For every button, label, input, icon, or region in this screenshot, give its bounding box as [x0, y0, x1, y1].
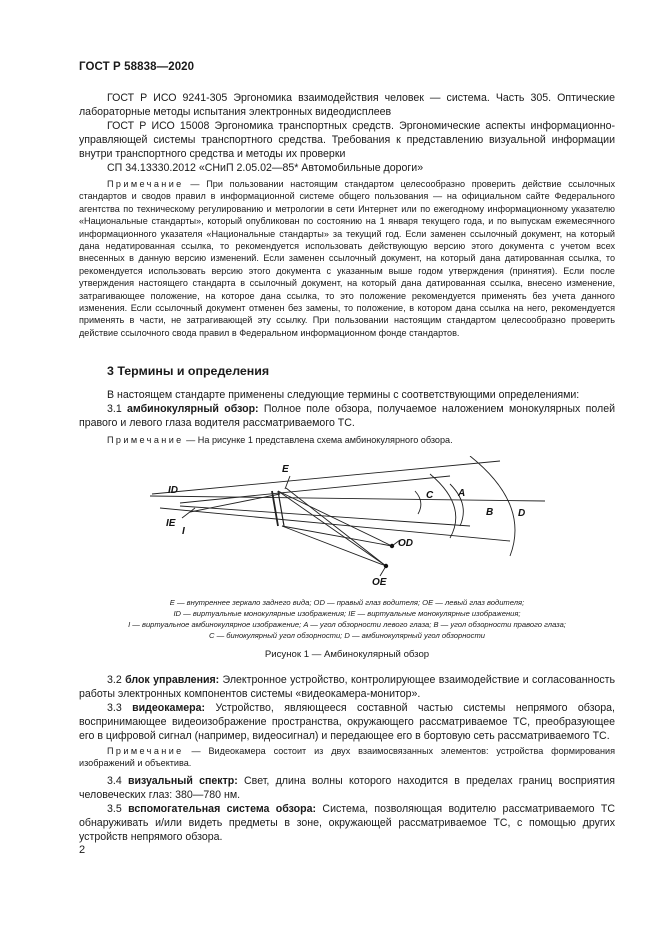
section-title: 3 Термины и определения — [107, 364, 270, 378]
left-eye-point — [384, 564, 388, 568]
note-text: — При пользовании настоящим стандартом целесообразно проверить действие ссылочных стандартов и сводов правил в информационной системе общего пользования — на официальном сайте Федерального агентства по техническому регулированию и метрологии в сети Интернет или по ежегодному информационному указателю «Национальные стандарты», который опубликован по состоянию на 1 января текущего года, и по выпускам ежемесячного информационного указателя «Национальные стандарты» за текущий год. Если заменен ссылочный документ, на который дана недатированная ссылка, то рекомендуется использовать действующую версию этого документа с учетом всех внесенных в данную версию изменений. Если заменен ссылочный документ, на который дана датированная ссылка, то рекомендуется использовать версию этого документа с указанным выше годом утверждения (принятия). Если после утверждения настоящего стандарта в ссылочный документ, на который дана датированная ссылка, внесено изменение, затрагивающее положение, на которое дана ссылка, то это положение рекомендуется применять без учета данного изменения. Если ссылочный документ отменен без замены, то положение, в котором дана ссылка на него, рекомендуется применять в части, не затрагивающей эту ссылку. При пользовании настоящим стандартом целесообразно проверить действие ссылочного свода правил в Федеральном информационном фонде стандартов. — [79, 179, 615, 338]
term-definition: Система, позволяющая водителю рассматриваемого ТС обнаруживать и/или видеть предметы в зоне, окружающей рассматриваемое ТС, с помощью других устройств непрямого обзора. — [79, 803, 616, 843]
term-title: амбинокулярный обзор: — [127, 403, 259, 415]
label-e: E — [282, 464, 289, 475]
term-definition: Устройство, являющееся составной частью системы непрямого обзора, воспринимающее видеоизображение пространства, окружающего рассматриваемое ТС, преобразующее его в цифровой сигнал (например, видеосигнал) и передающее его в бортовую сеть рассматриваемого ТС. — [79, 702, 615, 742]
label-a: A — [458, 488, 466, 499]
note-label: Примечание — [107, 746, 184, 756]
term-3-2 — [79, 673, 615, 701]
legend-line-3: I — виртуальное амбинокулярное изображение; A — угол обзорности левого глаза; B — угол обзорности правого глаза; — [128, 620, 566, 629]
mirror-left-edge — [272, 491, 278, 526]
mirror-right-edge — [278, 491, 284, 526]
page-number: 2 — [79, 844, 86, 856]
label-i: I — [182, 526, 185, 537]
right-eye-point — [390, 544, 394, 548]
term-number: 3.3 — [107, 702, 133, 714]
figure-caption: Рисунок 1 — Амбинокулярный обзор — [264, 649, 430, 660]
label-c: C — [426, 490, 434, 501]
note-videocamera — [79, 745, 615, 770]
reference-sp-34: СП 34.13330.2012 «СНиП 2.05.02—85* Автомобильные дороги» — [107, 162, 424, 174]
note-text: — На рисунке 1 представлена схема амбинокулярного обзора. — [183, 435, 453, 445]
label-b: B — [486, 507, 494, 518]
term-3-4 — [79, 774, 615, 802]
reference-iso-9241: ГОСТ Р ИСО 9241-305 Эргономика взаимодействия человек — система. Часть 305. Оптические лабораторные методы испытания электронных видеодисплеев — [79, 92, 615, 118]
term-title: визуальный спектр: — [127, 775, 238, 787]
term-number: 3.5 — [107, 803, 129, 815]
ray-mirror-bottom-to-oe — [282, 526, 386, 566]
note-label: Примечание — [107, 179, 184, 189]
label-id: ID — [168, 485, 178, 496]
label-od: OD — [398, 538, 413, 549]
note-references — [79, 178, 615, 339]
section-intro: В настоящем стандарте применены следующие термины с соответствующими определениями: — [107, 389, 580, 401]
label-oe: OE — [372, 577, 387, 586]
term-number: 3.2 — [107, 674, 126, 686]
note-label: Примечание — [107, 435, 184, 445]
term-title: видеокамера: — [132, 702, 206, 714]
term-3-5 — [79, 802, 615, 844]
legend-line-1: E — внутреннее зеркало заднего вида; OD — правый глаз водителя; OE — левый глаз водителя; — [169, 598, 525, 607]
arc-b — [430, 474, 456, 538]
ray-mirror-bottom-to-od — [282, 526, 392, 546]
term-title: вспомогательная система обзора: — [128, 803, 317, 815]
figure-ambinocular-diagram — [150, 456, 560, 586]
term-definition: Свет, длина волны которого находится в пределах границ восприятия человеческих глаз: 380—780 нм. — [79, 775, 615, 801]
note-text: — Видеокамера состоит из двух взаимосвязанных элементов: устройства формирования изображений и объектива. — [79, 746, 615, 769]
legend-line-4: C — бинокулярный угол обзорности; D — амбинокулярный угол обзорности — [208, 631, 486, 640]
term-definition: Полное поле обзора, получаемое наложением монокулярных полей правого и левого глаза водителя рассматриваемого ТС. — [79, 403, 615, 429]
sight-line-upper — [152, 461, 500, 494]
figure-legend — [79, 597, 615, 641]
note-figure-ref — [79, 434, 615, 446]
term-title: блок управления: — [125, 674, 220, 686]
label-ie: IE — [166, 518, 176, 529]
sight-line-b — [180, 506, 470, 526]
label-d: D — [518, 508, 526, 519]
label-i-leader — [182, 508, 195, 518]
document-header: ГОСТ Р 58838—2020 — [79, 61, 195, 73]
term-definition: Электронное устройство, контролирующее взаимодействие и согласованность работы электронных компонентов системы «видеокамера-монитор». — [79, 674, 616, 700]
term-3-1 — [79, 402, 615, 430]
label-e-leader — [285, 476, 290, 489]
term-number: 3.1 — [107, 403, 128, 415]
arc-c — [415, 491, 421, 514]
term-3-3 — [79, 701, 615, 743]
term-number: 3.4 — [107, 775, 128, 787]
ray-top-to-oe — [286, 488, 386, 566]
reference-iso-15008: ГОСТ Р ИСО 15008 Эргономика транспортных средств. Эргономические аспекты информационно-управляющей системы транспортного средства. Требования к представлению визуальной информации внутри транспортного средства и методы их проверки — [79, 120, 615, 160]
legend-line-2: ID — виртуальные монокулярные изображения; IE — виртуальные монокулярные изображения; — [173, 609, 521, 618]
